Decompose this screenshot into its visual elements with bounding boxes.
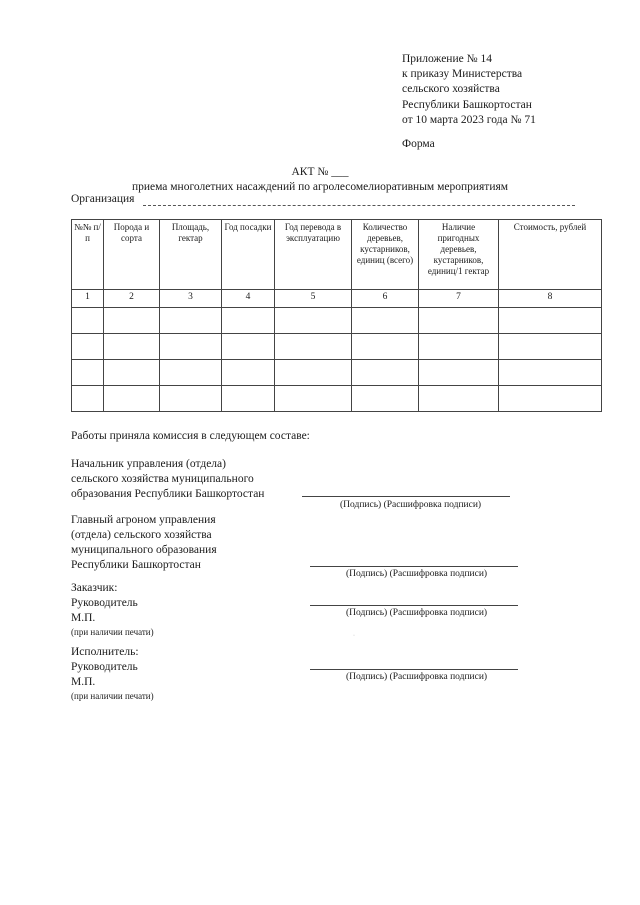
signature-caption: (Подпись) (Расшифровка подписи) [346, 672, 488, 682]
column-number: 5 [275, 290, 352, 308]
agronomist-block [71, 513, 217, 573]
table-cell[interactable] [419, 308, 499, 334]
act-subtitle: приема многолетних насаждений по агролесомелиоративным мероприятиям [131, 181, 509, 193]
signature-caption: (Подпись) (Расшифровка подписи) [340, 500, 482, 510]
chief-title-line: образования Республики Башкортостан [71, 488, 265, 500]
table-cell[interactable] [160, 360, 222, 386]
table-cell[interactable] [104, 386, 160, 412]
table-row [72, 360, 602, 386]
table-cell[interactable] [275, 334, 352, 360]
table-cell[interactable] [72, 308, 104, 334]
table-cell[interactable] [499, 308, 602, 334]
customer-stamp-note: (при наличии печати) [71, 627, 154, 637]
column-number: 7 [419, 290, 499, 308]
table-cell[interactable] [72, 386, 104, 412]
contractor-stamp: М.П. [71, 676, 96, 688]
table-cell[interactable] [104, 334, 160, 360]
customer-title: Заказчик: [71, 582, 118, 594]
chief-block [71, 457, 264, 502]
table-cell[interactable] [160, 308, 222, 334]
commission-text: Работы приняла комиссия в следующем составе: [71, 430, 310, 442]
table-cell[interactable] [419, 360, 499, 386]
contractor-role: Руководитель [71, 661, 138, 673]
contractor-title: Исполнитель: [71, 646, 139, 658]
table-cell[interactable] [419, 386, 499, 412]
table-cell[interactable] [104, 360, 160, 386]
appendix-line: сельского хозяйства [402, 83, 500, 96]
customer-block [71, 581, 154, 638]
form-label: Форма [402, 138, 435, 150]
organization-field-line[interactable] [143, 205, 575, 206]
customer-stamp: М.П. [71, 612, 96, 624]
table-row [72, 334, 602, 360]
chief-title-line: Начальник управления (отдела) [71, 458, 226, 470]
table-cell[interactable] [275, 386, 352, 412]
signature-caption: (Подпись) (Расшифровка подписи) [346, 569, 488, 579]
table-cell[interactable] [160, 334, 222, 360]
table-cell[interactable] [104, 308, 160, 334]
customer-signature-line[interactable] [310, 605, 518, 606]
customer-role: Руководитель [71, 597, 138, 609]
table-cell[interactable] [275, 360, 352, 386]
appendix-line: к приказу Министерства [402, 68, 523, 81]
column-header: №№ п/п [72, 220, 104, 290]
column-header: Площадь, гектар [160, 220, 222, 290]
column-number: 1 [72, 290, 104, 308]
appendix-header [402, 52, 536, 128]
agronomist-title-line: Главный агроном управления [71, 514, 216, 526]
table-cell[interactable] [222, 386, 275, 412]
table-row [72, 308, 602, 334]
appendix-line: Приложение № 14 [402, 53, 492, 65]
table-cell[interactable] [499, 334, 602, 360]
stray-mark: · [353, 633, 355, 639]
agronomist-title-line: муниципального образования [71, 544, 217, 556]
organization-label: Организация [71, 193, 135, 205]
table-cell[interactable] [419, 334, 499, 360]
column-number: 3 [160, 290, 222, 308]
column-header: Год посадки [222, 220, 275, 290]
column-header: Наличие пригодных деревьев, кустарников, единиц/1 гектар [419, 220, 499, 290]
agronomist-title-line: Республики Башкортостан [71, 559, 201, 571]
agronomist-signature-line[interactable] [310, 566, 518, 567]
agronomist-title-line: (отдела) сельского хозяйства [71, 529, 212, 541]
act-title: АКТ № ___ [291, 166, 349, 178]
column-number: 8 [499, 290, 602, 308]
plantings-table [71, 219, 602, 412]
table-cell[interactable] [499, 360, 602, 386]
column-number: 4 [222, 290, 275, 308]
table-cell[interactable] [352, 308, 419, 334]
column-number: 2 [104, 290, 160, 308]
table-cell[interactable] [499, 386, 602, 412]
table-cell[interactable] [352, 360, 419, 386]
column-header: Год перевода в эксплуатацию [275, 220, 352, 290]
column-header: Стоимость, рублей [499, 220, 602, 290]
table-cell[interactable] [352, 334, 419, 360]
table-cell[interactable] [275, 308, 352, 334]
table-cell[interactable] [352, 386, 419, 412]
table-cell[interactable] [222, 360, 275, 386]
signature-caption: (Подпись) (Расшифровка подписи) [346, 608, 488, 618]
column-header: Порода и сорта [104, 220, 160, 290]
table-cell[interactable] [222, 308, 275, 334]
appendix-line: Республики Башкортостан [402, 98, 532, 111]
table-header-row [72, 220, 602, 290]
contractor-signature-line[interactable] [310, 669, 518, 670]
column-number: 6 [352, 290, 419, 308]
chief-title-line: сельского хозяйства муниципального [71, 473, 254, 485]
contractor-stamp-note: (при наличии печати) [71, 691, 154, 701]
table-row [72, 386, 602, 412]
contractor-block [71, 645, 154, 702]
appendix-line: от 10 марта 2023 года № 71 [402, 113, 536, 126]
table-cell[interactable] [222, 334, 275, 360]
column-header: Количество деревьев, кустарников, единиц (всего) [352, 220, 419, 290]
chief-signature-line[interactable] [302, 496, 510, 497]
column-number-row [72, 290, 602, 308]
table-cell[interactable] [72, 334, 104, 360]
table-cell[interactable] [72, 360, 104, 386]
table-cell[interactable] [160, 386, 222, 412]
